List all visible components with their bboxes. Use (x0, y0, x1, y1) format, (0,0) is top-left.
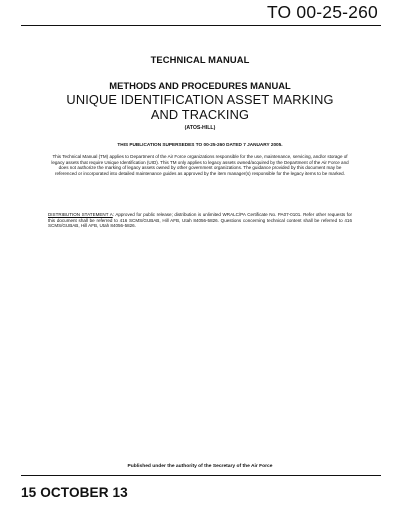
to-number: TO 00-25-260 (266, 2, 378, 22)
manual-type: TECHNICAL MANUAL (150, 54, 250, 65)
authority-statement: Published under the authority of the Secretary of the Air Force (127, 464, 273, 469)
purpose-paragraph: This Technical Manual (TM) applies to Department of the Air Force organizations responsible for the use, maintenance, servicing, and/or storage of legacy assets that require Unique Identification (UID). This TM only applies to legacy assets owned/acquired by the Department of the Air Force and does not authorize the marking of legacy assets owned by other government organizations. The guidance provided by this document may be referenced or incorporated into detailed maintenance guides as approved by the item manager(s) responsible for the legacy items to be marked. (51, 154, 349, 176)
footer-rule (21, 475, 381, 476)
distribution-statement (48, 212, 352, 229)
distribution-label: DISTRIBUTION STATEMENT A (48, 212, 113, 217)
header-rule (21, 25, 381, 26)
supersedes-notice: THIS PUBLICATION SUPERSEDES TO 00-25-260 DATED 7 JANUARY 2005. (117, 142, 283, 147)
short-title: (ATOS-HILL) (184, 125, 216, 131)
issue-date: 15 OCTOBER 13 (21, 485, 128, 500)
distribution-text: : Approved for public release; distribution is unlimited WRALC/PA Certificate No. PA07-0101. Refer other requests for this document shall be referred to 416 SCMS/GUBAB, Hill AFB, Utah 84056-5826. Questions concerning technical content shall be referred to 416 SCMS/GUBAB, Hill AFB, Utah 84056-5826. (48, 212, 352, 228)
manual-category: METHODS AND PROCEDURES MANUAL (109, 80, 291, 91)
document-title: UNIQUE IDENTIFICATION ASSET MARKING AND TRACKING (66, 92, 334, 122)
